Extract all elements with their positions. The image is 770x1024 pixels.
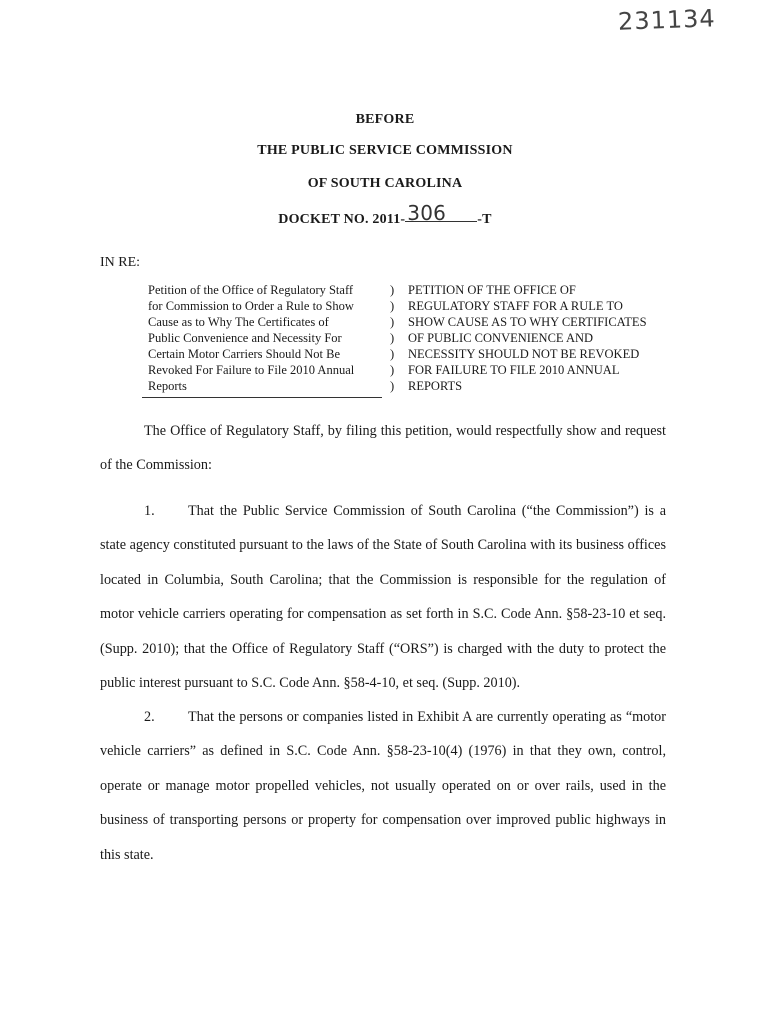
caption-paren: ) — [390, 299, 395, 313]
caption-left-line: Reports — [148, 379, 187, 393]
intro-paragraph: The Office of Regulatory Staff, by filing this petition, would respectfully show and request of the Commission: — [100, 423, 666, 474]
caption-right-line: NECESSITY SHOULD NOT BE REVOKED — [408, 347, 640, 361]
caption-paren: ) — [390, 283, 395, 297]
heading-before: BEFORE — [355, 112, 415, 127]
paragraph-1 — [100, 494, 666, 700]
caption-left-line: Petition of the Office of Regulatory Staff — [148, 283, 354, 297]
caption-left-line: Public Convenience and Necessity For — [148, 331, 342, 345]
caption-right-line: REPORTS — [408, 379, 463, 393]
caption-paren-column — [390, 282, 402, 394]
paragraph-number: 2. — [144, 709, 155, 725]
caption-right-line: REGULATORY STAFF FOR A RULE TO — [408, 299, 623, 313]
docket-line — [0, 201, 770, 228]
caption-right-column — [408, 282, 678, 394]
caption-paren: ) — [390, 331, 395, 345]
in-re-label: IN RE: — [100, 255, 141, 270]
paragraph-2 — [100, 700, 666, 872]
caption-left-line: Certain Motor Carriers Should Not Be — [148, 347, 340, 361]
caption-paren: ) — [390, 315, 395, 329]
docket-number-handwritten: 306 — [405, 205, 477, 222]
caption-right-line: PETITION OF THE OFFICE OF — [408, 283, 576, 297]
caption-paren: ) — [390, 347, 395, 361]
heading-commission: THE PUBLIC SERVICE COMMISSION — [257, 143, 513, 158]
paragraph-text: That the Public Service Commission of South Carolina (“the Commission”) is a state agency constituted pursuant to the laws of the State of South Carolina with its business offices located in Columbia, South Carolina; that the Commission is responsible for the regulation of motor vehicle carriers operating for compensation as set forth in S.C. Code Ann. §58-23-10 et seq. (Supp. 2010); that the Office of Regulatory Staff (“ORS”) is charged with the duty to protect the public interest pursuant to S.C. Code Ann. §58-4-10, et seq. (Supp. 2010). — [100, 503, 666, 692]
caption-right-line: OF PUBLIC CONVENIENCE AND — [408, 331, 594, 345]
caption-left-column — [148, 282, 388, 394]
paragraph-text: That the persons or companies listed in Exhibit A are currently operating as “motor vehicle carriers” as defined in S.C. Code Ann. §58-23-10(4) (1976) in that they own, control, operate or manage motor propelled vehicles, not usually operated on or over rails, used in the business of transporting persons or property for compensation over improved public highways in this state. — [100, 709, 666, 863]
paragraph-number: 1. — [144, 503, 155, 519]
caption-paren: ) — [390, 363, 395, 377]
docket-prefix: DOCKET NO. 2011- — [278, 212, 406, 227]
caption-left-line: Cause as to Why The Certificates of — [148, 315, 329, 329]
caption-right-line: FOR FAILURE TO FILE 2010 ANNUAL — [408, 363, 620, 377]
heading-state: OF SOUTH CAROLINA — [307, 176, 463, 191]
caption-paren: ) — [390, 379, 395, 393]
caption-left-line: for Commission to Order a Rule to Show — [148, 299, 354, 313]
handwritten-stamp-number: 231134 — [617, 4, 717, 36]
caption-right-line: SHOW CAUSE AS TO WHY CERTIFICATES — [408, 315, 647, 329]
caption-underline — [142, 397, 382, 398]
caption-left-line: Revoked For Failure to File 2010 Annual — [148, 363, 355, 377]
docket-suffix: -T — [477, 212, 492, 227]
